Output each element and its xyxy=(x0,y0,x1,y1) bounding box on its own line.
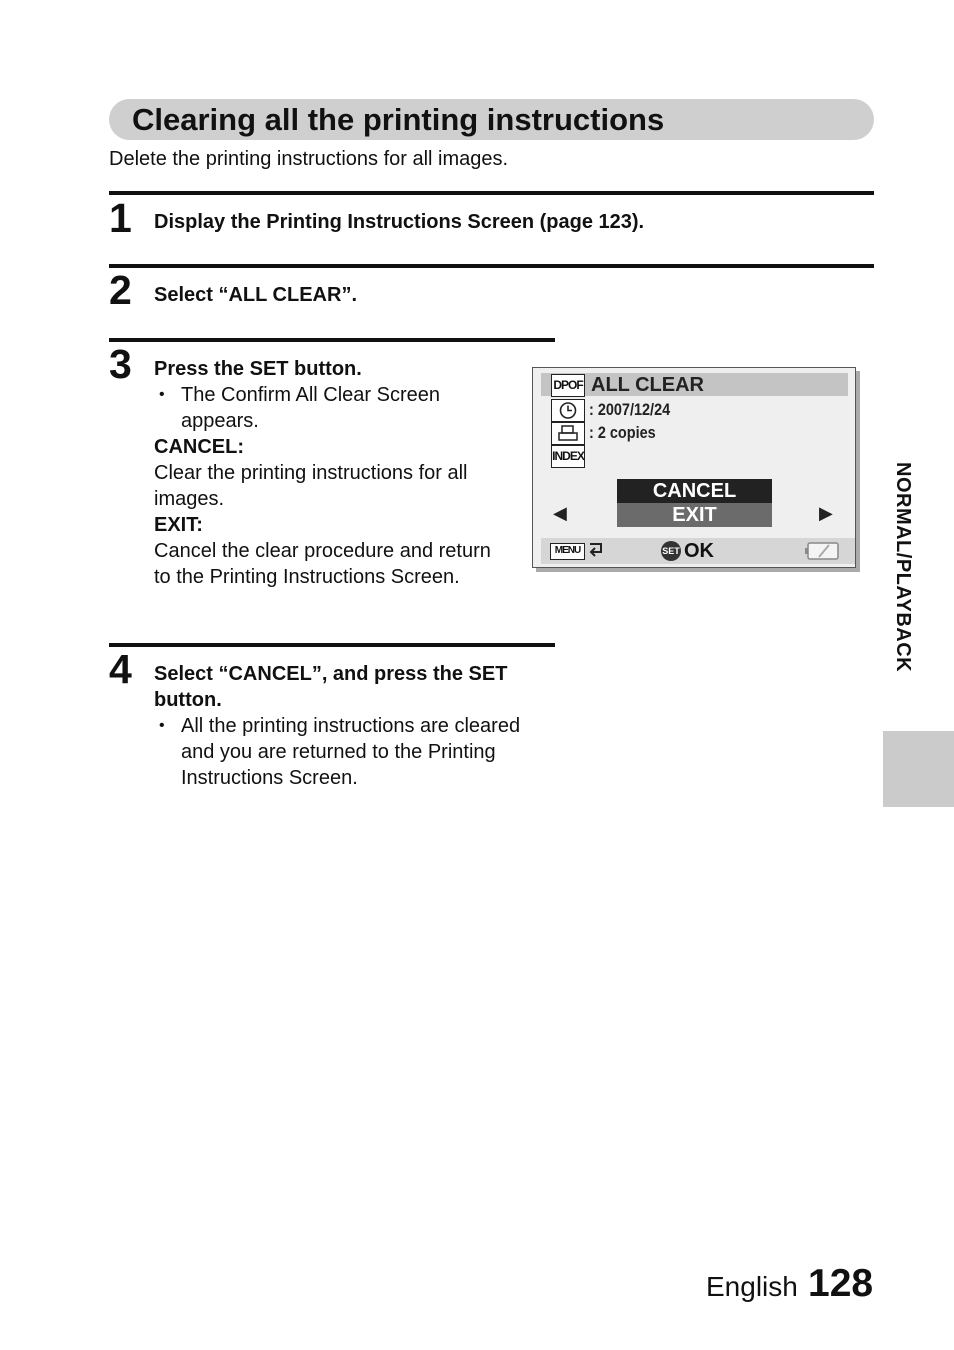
option-exit[interactable]: EXIT xyxy=(617,503,772,527)
cancel-label: CANCEL: xyxy=(154,436,244,458)
exit-label: EXIT: xyxy=(154,514,203,536)
step-3-heading: Press the SET button. xyxy=(154,358,362,380)
set-button-icon: SET xyxy=(661,541,681,561)
step-2-number: 2 xyxy=(109,267,132,313)
step-1-rule xyxy=(109,191,874,195)
camera-screen xyxy=(532,367,856,568)
menu-icon: MENU xyxy=(550,543,585,560)
step-1-number: 1 xyxy=(109,195,132,241)
step-3-rule xyxy=(109,338,555,342)
section-side-label: NORMAL/PLAYBACK xyxy=(892,462,914,673)
clock-icon xyxy=(551,399,585,422)
footer-language: English xyxy=(706,1271,798,1302)
step-1-heading: Display the Printing Instructions Screen (page 123). xyxy=(154,211,645,233)
section-side-tab xyxy=(883,731,954,807)
step-2-rule xyxy=(109,264,874,268)
step-4-rule xyxy=(109,643,555,647)
index-icon: INDEX xyxy=(551,445,585,468)
page-number: 128 xyxy=(808,1262,874,1305)
step-4-heading-line-2: button. xyxy=(154,689,222,711)
ok-label: OK xyxy=(684,540,714,562)
page-title: Clearing all the printing instructions xyxy=(132,102,665,137)
step-4-number: 4 xyxy=(109,646,132,692)
step-3-number: 3 xyxy=(109,341,132,387)
step-3-bullet: • The Confirm All Clear Screen appears. xyxy=(154,382,481,434)
copies-count: : 2 copies xyxy=(589,423,656,442)
battery-icon xyxy=(805,542,839,565)
exit-description: Cancel the clear procedure and return to the Printing Instructions Screen. xyxy=(154,540,491,588)
step-3-content xyxy=(154,356,524,590)
print-date: : 2007/12/24 xyxy=(589,400,671,419)
step-2-heading: Select “ALL CLEAR”. xyxy=(154,284,357,306)
right-arrow-icon: ▶ xyxy=(819,503,833,523)
intro-text: Delete the printing instructions for all images. xyxy=(109,148,509,170)
screen-bottom-bar xyxy=(541,538,855,564)
option-cancel[interactable]: CANCEL xyxy=(617,479,772,503)
left-arrow-icon: ◀ xyxy=(553,503,567,523)
step-4-heading-line-1: Select “CANCEL”, and press the SET xyxy=(154,663,508,685)
cancel-description: Clear the printing instructions for all images. xyxy=(154,462,468,510)
step-4-bullet: • All the printing instructions are cleared and you are returned to the Printing Instructions Screen. xyxy=(154,713,551,791)
dpof-icon: DPOF xyxy=(551,374,585,397)
printer-icon xyxy=(551,422,585,445)
step-4-content xyxy=(154,661,554,791)
return-icon xyxy=(587,540,605,565)
screen-title: ALL CLEAR xyxy=(591,374,704,396)
